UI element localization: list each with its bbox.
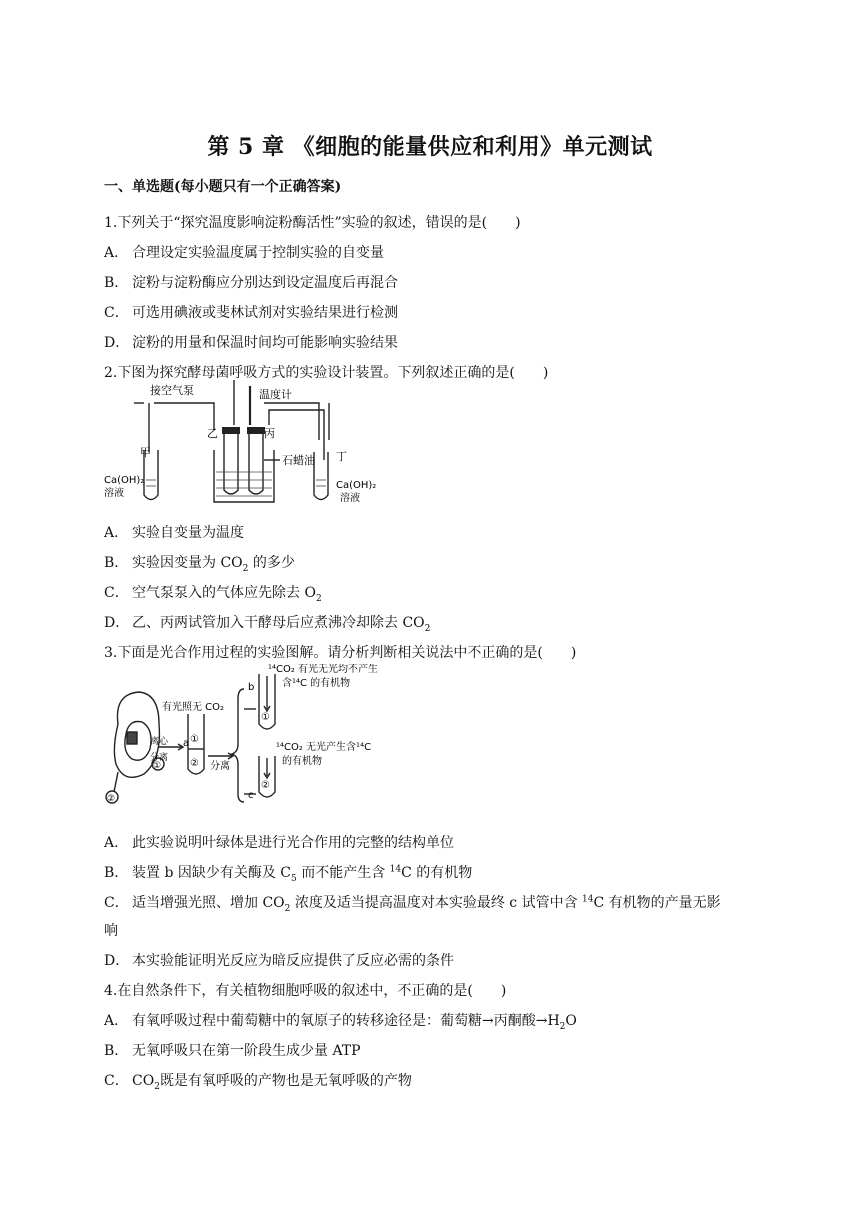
label-tube-ding: 丁 xyxy=(336,450,347,463)
label-chloroplast-1: ① xyxy=(153,761,162,771)
photosynthesis-experiment-figure xyxy=(104,664,404,809)
label-caoh-right: Ca(OH)₂ xyxy=(336,480,377,491)
question-3-option-c: C． 适当增强光照、增加 $CO_2$ 浓度及适当提高温度对本实验最终 c 试管中含 $^{14}$C 有机物的产量无影 xyxy=(104,894,721,914)
label-thermometer: 温度计 xyxy=(259,388,292,401)
question-2-option-d: D． 乙、丙两试管加入干酵母后应煮沸冷却除去 $CO_2$ xyxy=(104,615,431,634)
label-tube-a-2: ② xyxy=(190,758,199,769)
question-2-option-a: A． 实验自变量为温度 xyxy=(104,525,244,541)
question-1-option-a: A． 合理设定实验温度属于控制实验的自变量 xyxy=(104,245,384,261)
label-solution-left: 溶液 xyxy=(104,488,124,499)
label-tube-b-1: ① xyxy=(261,712,270,723)
label-top-note-line-2: 含¹⁴C 的有机物 xyxy=(282,678,351,689)
question-2-stem: 2.下图为探究酵母菌呼吸方式的实验设计装置。下列叙述正确的是( ) xyxy=(104,365,549,381)
label-tube-bing: 丙 xyxy=(264,427,275,440)
section-heading: 一、单选题(每小题只有一个正确答案) xyxy=(104,179,342,195)
label-cell-2: ② xyxy=(107,794,116,804)
label-paraffin: 石蜡油 xyxy=(282,454,315,467)
label-condition: 有光照无 CO₂ xyxy=(162,702,225,713)
label-b: b xyxy=(248,682,255,693)
question-1-option-b: B． 淀粉与淀粉酶应分别达到设定温度后再混合 xyxy=(104,275,398,291)
label-separate: 分离 xyxy=(210,761,230,772)
question-3-option-b: B． 装置 b 因缺少有关酶及 $C_5$ 而不能产生含 $^{14}$C 的有机物 xyxy=(104,864,473,884)
yeast-respiration-apparatus-figure xyxy=(104,380,404,510)
question-3-stem: 3.下面是光合作用过程的实验图解。请分析判断相关说法中不正确的是( ) xyxy=(104,645,577,661)
question-4-option-b: B． 无氧呼吸只在第一阶段生成少量 ATP xyxy=(104,1043,361,1059)
question-4-stem: 4.在自然条件下，有关植物细胞呼吸的叙述中，不正确的是( ) xyxy=(104,983,507,999)
label-tube-yi: 乙 xyxy=(207,427,218,440)
question-4-option-a: A． 有氧呼吸过程中葡萄糖中的氧原子的转移途径是：葡萄糖→丙酮酸$\to H_2O$ xyxy=(104,1013,577,1032)
question-4-option-c: C． $CO_2$既是有氧呼吸的产物也是无氧呼吸的产物 xyxy=(104,1073,412,1092)
document-title: 第 5 章 《细胞的能量供应和利用》单元测试 xyxy=(207,134,653,160)
label-tube-a-1: ① xyxy=(190,734,199,745)
question-1-option-d: D． 淀粉的用量和保温时间均可能影响实验结果 xyxy=(104,335,398,351)
label-tube-c-2: ② xyxy=(261,780,270,791)
question-2-option-b: B． 实验因变量为 $CO_2$ 的多少 xyxy=(104,555,295,574)
label-centrifuge-line-2: 分离 xyxy=(150,753,169,763)
label-c: c xyxy=(248,790,254,801)
question-3-option-a: A． 此实验说明叶绿体是进行光合作用的完整的结构单位 xyxy=(104,835,454,851)
label-mid-note-line-2: 的有机物 xyxy=(282,756,322,767)
label-air-pump: 接空气泵 xyxy=(150,384,194,397)
label-top-note-line-1: ¹⁴CO₂ 有光无光均不产生 xyxy=(268,664,379,675)
label-mid-note-line-1: ¹⁴CO₂ 无光产生含¹⁴C xyxy=(276,742,372,753)
question-1-option-c: C． 可选用碘液或斐林试剂对实验结果进行检测 xyxy=(104,305,398,321)
label-caoh-left: Ca(OH)₂ xyxy=(104,475,145,486)
label-a: a xyxy=(183,738,190,749)
label-solution-right: 溶液 xyxy=(340,493,360,504)
label-tube-jia: 甲 xyxy=(140,446,151,459)
question-3-option-d: D． 本实验能证明光反应为暗反应提供了反应必需的条件 xyxy=(104,953,454,969)
question-3-option-c-wrap: 响 xyxy=(104,923,118,939)
question-2-option-c: C． 空气泵泵入的气体应先除去 $O_2$ xyxy=(104,585,322,604)
label-centrifuge-line-1: 离心 xyxy=(150,737,169,747)
question-1-stem: 1.下列关于“探究温度影响淀粉酶活性”实验的叙述，错误的是( ) xyxy=(104,215,521,231)
